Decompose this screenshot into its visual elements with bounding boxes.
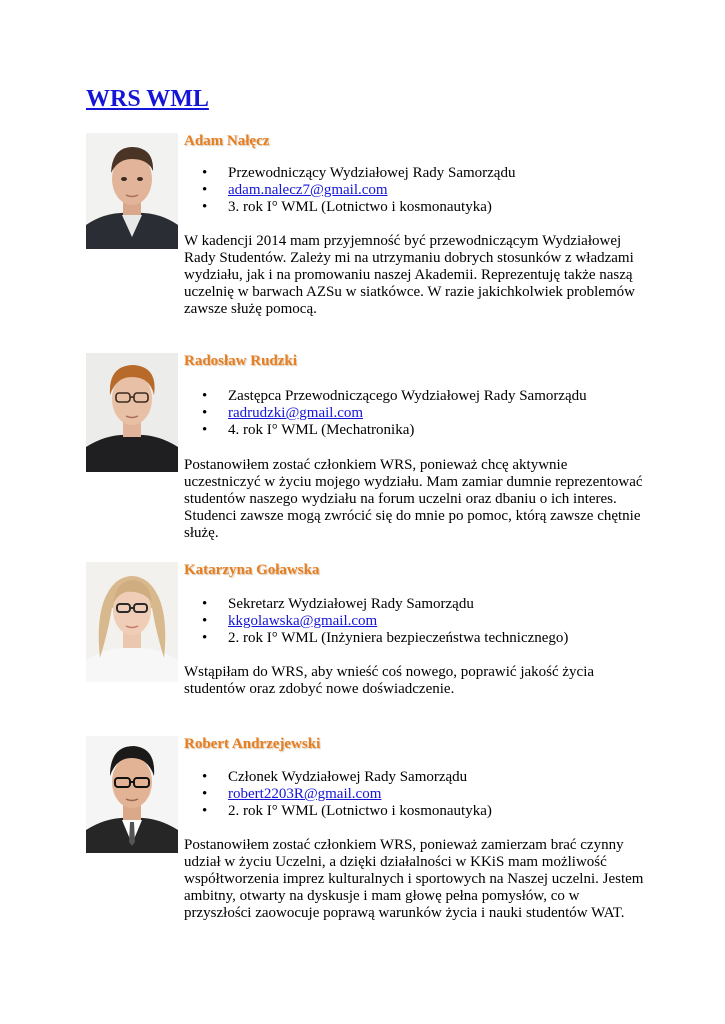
member-bio-2: Postanowiłem zostać członkiem WRS, ponieważ chcę aktywnie uczestniczyć w życiu mojego wydziału. Mam zamiar dumnie reprezentować studentów naszego wydziału na forum uczelni oraz dbaniu o ich interes. Studenci zawsze mogą zwrócić się do mnie po pomoc, którą zawsze chętnie służę.	[184, 457, 643, 541]
member-email-item-3	[184, 613, 568, 630]
member-role-2: • Zastępca Przewodniczącego Wydziałowej Rady Samorządu	[184, 388, 587, 405]
page-title: WRS WML	[86, 86, 209, 112]
member-bio-3: Wstąpiłam do WRS, aby wnieść coś nowego, poprawić jakość życia studentów oraz zdobyć nowe doświadczenie.	[184, 664, 595, 697]
member-name-1: Adam Nałęcz	[184, 133, 270, 149]
member-email-link-2[interactable]: radrudzki@gmail.com	[228, 405, 364, 421]
member-year-3: • 2. rok I° WML (Inżyniera bezpieczeństwa technicznego)	[184, 630, 568, 647]
member-bio-4: Postanowiłem zostać członkiem WRS, ponieważ zamierzam brać czynny udział w życiu Uczelni, a dzięki działalności w KKiS mam możliwość współtworzenia imprez kulturalnych i sportowych na Naszej uczelni. Jestem ambitny, otwarty na dyskusje i mam głowę pełna pomysłów, co w przyszłości zaowocuje poprawą warunków życia i nauki studentów WAT.	[184, 837, 644, 921]
member-name-3: Katarzyna Goławska	[184, 562, 320, 578]
member-email-item-4	[184, 786, 492, 803]
member-email-link-1[interactable]: adam.nalecz7@gmail.com	[228, 182, 388, 198]
member-name-4: Robert Andrzejewski	[184, 736, 321, 752]
member-email-item-2	[184, 405, 587, 422]
member-year-4: • 2. rok I° WML (Lotnictwo i kosmonautyka)	[184, 803, 492, 820]
member-name-2: Radosław Rudzki	[184, 353, 297, 369]
member-photo-2	[86, 353, 178, 472]
member-photo-4	[86, 736, 178, 853]
member-info-list-1	[184, 165, 515, 216]
member-photo-3	[86, 562, 178, 682]
member-role-1: • Przewodniczący Wydziałowej Rady Samorządu	[184, 165, 515, 182]
member-info-list-2	[184, 388, 587, 439]
member-email-item-1	[184, 182, 515, 199]
member-info-list-4	[184, 769, 492, 820]
member-email-link-3[interactable]: kkgolawska@gmail.com	[228, 613, 378, 629]
member-role-4: • Członek Wydziałowej Rady Samorządu	[184, 769, 492, 786]
member-year-2: • 4. rok I° WML (Mechatronika)	[184, 422, 587, 439]
member-year-1: • 3. rok I° WML (Lotnictwo i kosmonautyka)	[184, 199, 515, 216]
member-bio-1: W kadencji 2014 mam przyjemność być przewodniczącym Wydziałowej Rady Studentów. Zależy mi na utrzymaniu dobrych stosunków z władzami wydziału, jak i na promowaniu naszej Akademii. Reprezentuję także naszą uczelnię w barwach AZSu w siatkówce. W razie jakichkolwiek problemów zawsze służę pomocą.	[184, 233, 635, 317]
member-info-list-3	[184, 596, 568, 647]
member-role-3: • Sekretarz Wydziałowej Rady Samorządu	[184, 596, 568, 613]
member-photo-1	[86, 133, 178, 249]
member-email-link-4[interactable]: robert2203R@gmail.com	[228, 786, 382, 802]
